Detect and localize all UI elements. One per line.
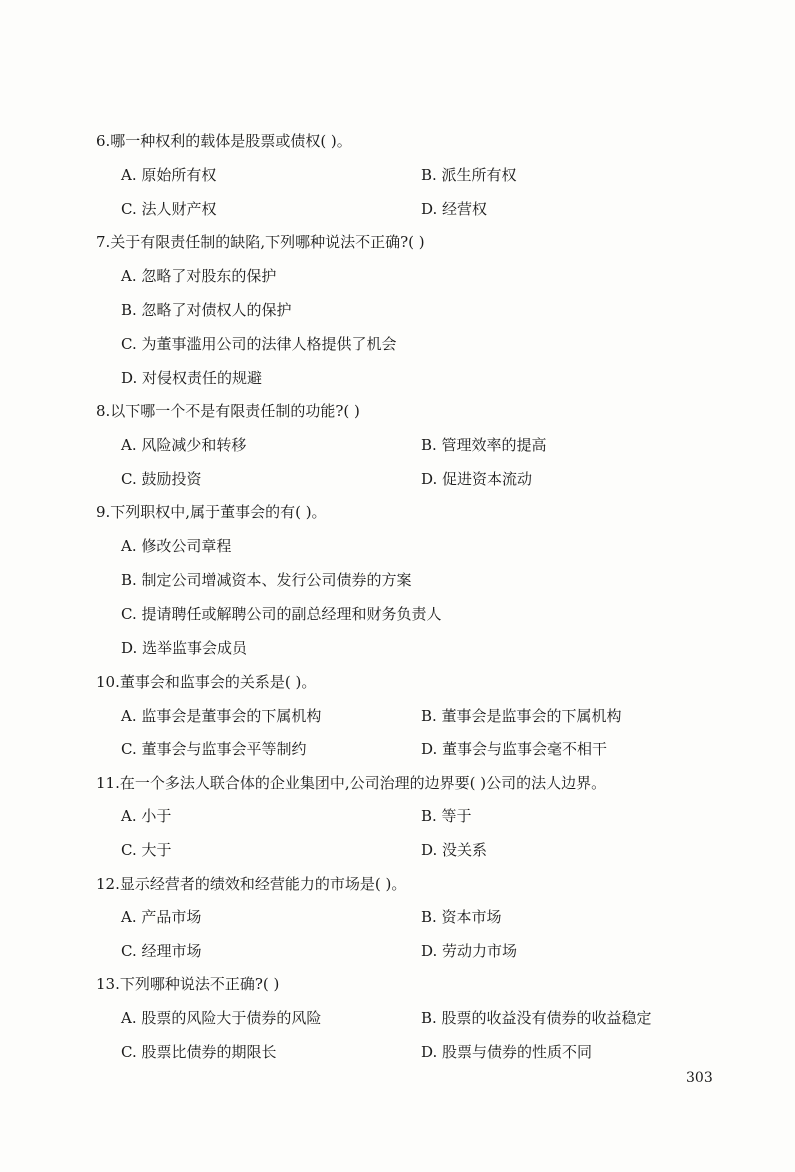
question-13-option-c: C. 股票比债券的期限长 xyxy=(121,1043,277,1061)
question-7-option-c: C. 为董事滥用公司的法律人格提供了机会 xyxy=(121,335,397,353)
question-13-option-b: B. 股票的收益没有债券的收益稳定 xyxy=(421,1009,652,1027)
question-11-option-b: B. 等于 xyxy=(421,807,472,825)
question-8-option-a: A. 风险减少和转移 xyxy=(121,436,247,454)
question-13-option-d: D. 股票与债券的性质不同 xyxy=(421,1043,593,1061)
question-12-option-b: B. 资本市场 xyxy=(421,908,502,926)
question-9-option-c: C. 提请聘任或解聘公司的副总经理和财务负责人 xyxy=(121,605,442,623)
question-12-option-a: A. 产品市场 xyxy=(121,908,202,926)
question-12-option-c: C. 经理市场 xyxy=(121,942,202,960)
question-10-option-b: B. 董事会是监事会的下属机构 xyxy=(421,707,622,725)
question-6-option-b: B. 派生所有权 xyxy=(421,166,517,184)
question-6-stem: 6.哪一种权利的载体是股票或债权( )。 xyxy=(96,132,352,150)
question-7-option-b: B. 忽略了对债权人的保护 xyxy=(121,301,292,319)
question-8-option-b: B. 管理效率的提高 xyxy=(421,436,547,454)
question-6-option-d: D. 经营权 xyxy=(421,200,488,218)
question-11-option-d: D. 没关系 xyxy=(421,841,488,859)
question-6-option-c: C. 法人财产权 xyxy=(121,200,217,218)
page-number: 303 xyxy=(686,1070,713,1086)
question-9-stem: 9.下列职权中,属于董事会的有( )。 xyxy=(96,503,327,521)
question-10-option-c: C. 董事会与监事会平等制约 xyxy=(121,740,307,758)
question-10-stem: 10.董事会和监事会的关系是( )。 xyxy=(96,673,317,691)
question-11-option-c: C. 大于 xyxy=(121,841,172,859)
question-11-option-a: A. 小于 xyxy=(121,807,172,825)
question-9-option-a: A. 修改公司章程 xyxy=(121,537,232,555)
question-9-option-d: D. 选举监事会成员 xyxy=(121,639,248,657)
question-11-stem: 11.在一个多法人联合体的企业集团中,公司治理的边界要( )公司的法人边界。 xyxy=(96,774,607,792)
question-13-option-a: A. 股票的风险大于债券的风险 xyxy=(121,1009,322,1027)
question-8-option-c: C. 鼓励投资 xyxy=(121,470,202,488)
question-7-option-a: A. 忽略了对股东的保护 xyxy=(121,267,277,285)
question-10-option-d: D. 董事会与监事会毫不相干 xyxy=(421,740,608,758)
question-7-stem: 7.关于有限责任制的缺陷,下列哪种说法不正确?( ) xyxy=(96,233,425,251)
question-7-option-d: D. 对侵权责任的规避 xyxy=(121,369,263,387)
question-12-stem: 12.显示经营者的绩效和经营能力的市场是( )。 xyxy=(96,875,407,893)
question-8-option-d: D. 促进资本流动 xyxy=(421,470,533,488)
question-8-stem: 8.以下哪一个不是有限责任制的功能?( ) xyxy=(96,402,360,420)
question-12-option-d: D. 劳动力市场 xyxy=(421,942,518,960)
question-10-option-a: A. 监事会是董事会的下属机构 xyxy=(121,707,322,725)
question-9-option-b: B. 制定公司增减资本、发行公司债券的方案 xyxy=(121,571,412,589)
question-6-option-a: A. 原始所有权 xyxy=(121,166,217,184)
question-13-stem: 13.下列哪种说法不正确?( ) xyxy=(96,975,280,993)
